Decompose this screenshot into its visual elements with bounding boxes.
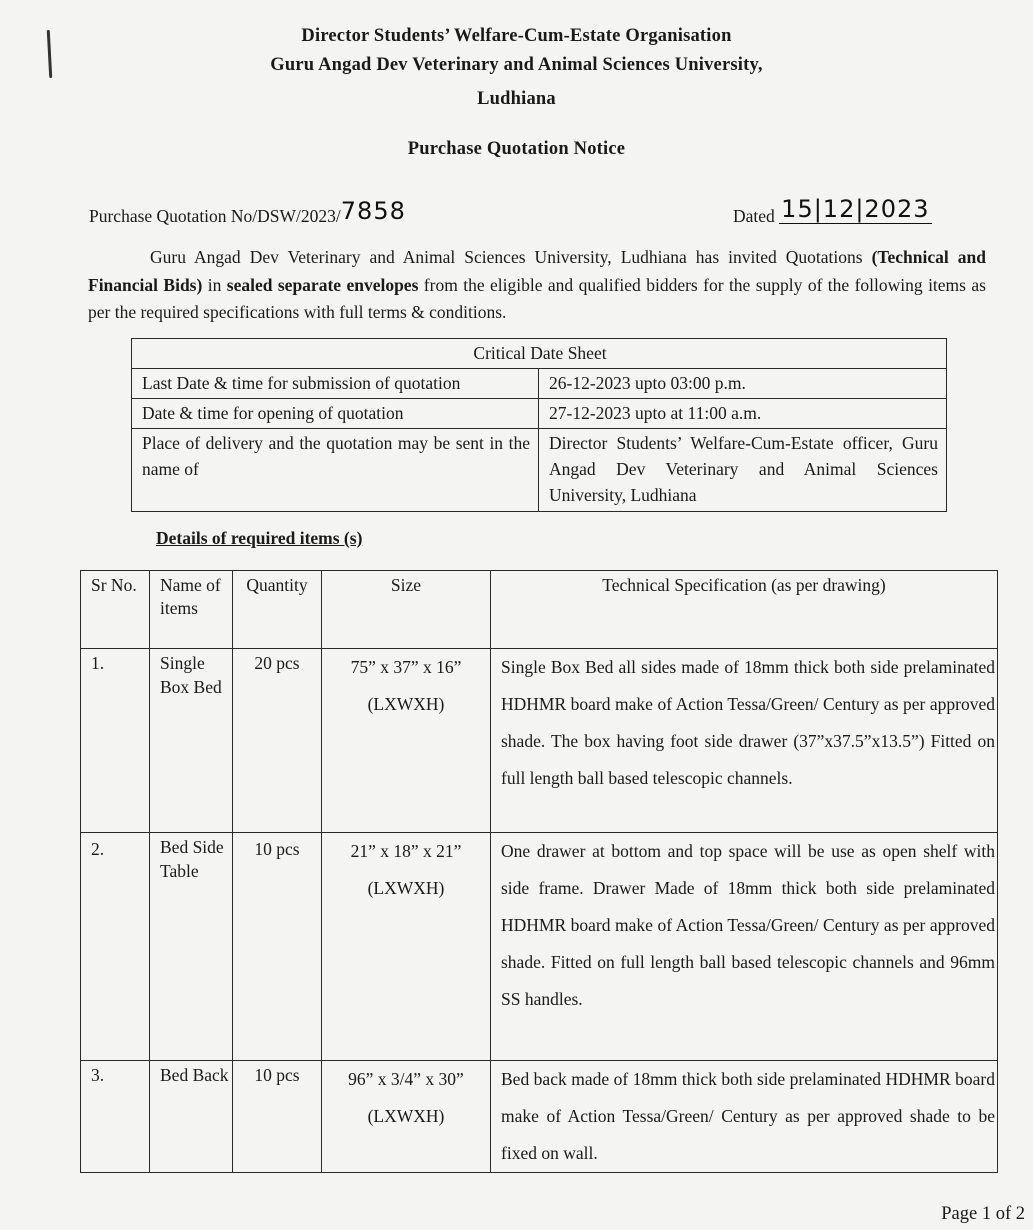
quotation-number [89,197,406,228]
item-quantity: 20 pcs [233,649,322,833]
university-title: Guru Angad Dev Veterinary and Animal Sciences University, [270,55,763,75]
item-size-unit: (LXWXH) [367,1106,445,1126]
table-row [132,429,947,512]
cds-value: 27-12-2023 upto at 11:00 a.m. [539,399,947,429]
item-quantity: 10 pcs [233,1061,322,1173]
item-name: Bed Back [150,1061,233,1173]
items-section-title: Details of required items (s) [156,528,363,548]
item-size-unit: (LXWXH) [367,878,445,898]
intro-text-1: Guru Angad Dev Veterinary and Animal Sciences University, Ludhiana has invited Quotations [150,247,872,267]
item-size-dims: 21” x 18” x 21” [350,841,462,861]
notice-title: Purchase Quotation Notice [407,139,626,159]
table-row [132,399,947,429]
item-size-unit: (LXWXH) [367,694,445,714]
date-handwritten: 15|12|2023 [781,195,930,223]
quotation-number-label: Purchase Quotation No/DSW/2023/ [89,206,341,226]
item-size-dims: 96” x 3/4” x 30” [348,1069,464,1089]
page-number: Page 1 of 2 [941,1204,1025,1224]
item-spec: One drawer at bottom and top space will be use as open shelf with side frame. Drawer Made of 18mm thick both side prelaminated HDHMR board make of Action Tessa/Green/ Century as per approved shade. Fitted on full length ball based telescopic channels and 96mm SS handles. [491,833,998,1061]
org-title: Director Students’ Welfare-Cum-Estate Organisation [301,26,732,46]
item-size [322,833,491,1061]
cds-label: Place of delivery and the quotation may be sent in the name of [132,429,539,512]
intro-bold-envelopes: sealed separate envelopes [226,274,419,295]
col-header-name: Name of items [150,571,233,649]
critical-date-sheet [131,338,947,512]
table-row [81,833,998,1061]
item-spec: Bed back made of 18mm thick both side prelaminated HDHMR board make of Action Tessa/Green/ Century as per approved shade to be fixed on wall. [491,1061,998,1173]
item-size [322,1061,491,1173]
intro-text-2: in [202,274,227,295]
item-name: Bed Side Table [150,833,233,1061]
col-header-size: Size [322,571,491,649]
col-header-quantity: Quantity [233,571,322,649]
table-row [81,649,998,833]
city-title: Ludhiana [477,89,556,109]
quotation-date [733,195,932,228]
intro-bold-bids: (Technical and Financial Bids) [88,247,986,295]
table-row [81,1061,998,1173]
table-row [132,369,947,399]
cds-label: Last Date & time for submission of quotation [132,369,539,399]
dated-label: Dated [733,206,775,226]
cds-value: Director Students’ Welfare-Cum-Estate officer, Guru Angad Dev Veterinary and Animal Sciences University, Ludhiana [539,429,947,512]
item-sr: 1. [81,649,150,833]
intro-paragraph [88,244,986,327]
table-header-row [81,571,998,649]
item-spec: Single Box Bed all sides made of 18mm thick both side prelaminated HDHMR board make of Action Tessa/Green/ Century as per approved shade. The box having foot side drawer (37”x37.5”x13.5”) Fitted on full length ball based telescopic channels. [491,649,998,833]
col-header-sr: Sr No. [81,571,150,649]
item-size [322,649,491,833]
item-sr: 2. [81,833,150,1061]
item-quantity: 10 pcs [233,833,322,1061]
critical-date-sheet-title: Critical Date Sheet [132,339,947,369]
intro-text-3: from the eligible and qualified bidders for the supply of the following items as per the required specifications with full terms & conditions. [88,274,986,322]
item-sr: 3. [81,1061,150,1173]
cds-label: Date & time for opening of quotation [132,399,539,429]
items-table [80,570,998,1173]
item-name: Single Box Bed [150,649,233,833]
col-header-spec: Technical Specification (as per drawing) [491,571,998,649]
cds-value: 26-12-2023 upto 03:00 p.m. [539,369,947,399]
quotation-number-handwritten: 7858 [340,197,406,225]
item-size-dims: 75” x 37” x 16” [350,657,462,677]
